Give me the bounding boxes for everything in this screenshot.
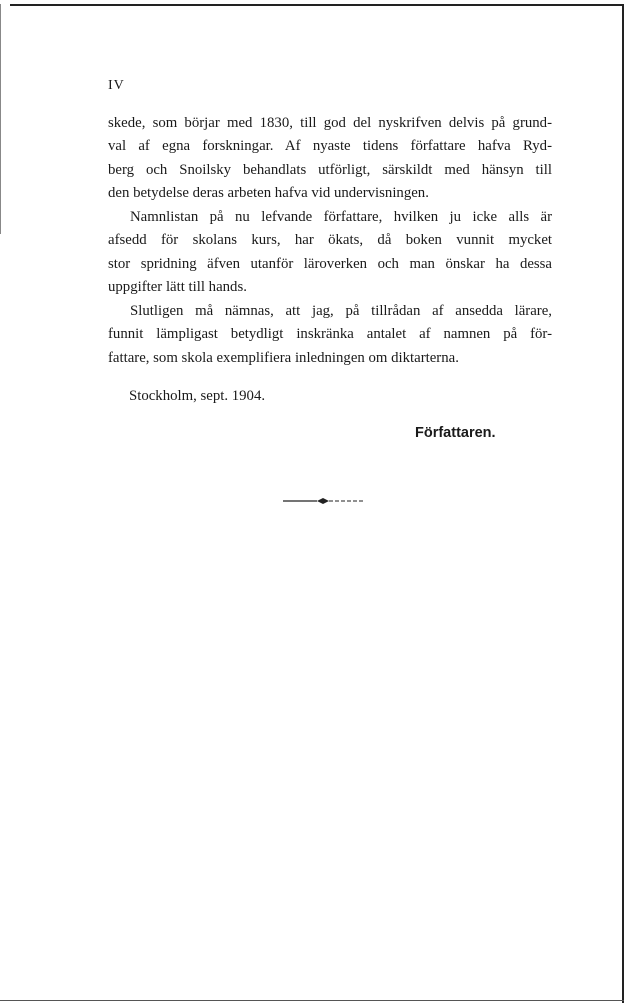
text-line: stor spridning äfven utanför läroverken och man önskar ha dessa [108,255,552,272]
text-line: skede, som börjar med 1830, till god del nyskrifven delvis på grund- [108,115,552,131]
text-line: val af egna forskningar. Af nyaste tidens författare hafva Ryd- [108,138,552,155]
text-line: Slutligen må nämnas, att jag, på tillrådan af ansedda lärare, [130,303,552,319]
page-border-left [0,4,1,234]
page-border-top [10,4,624,6]
text-line: funnit lämpligast betydligt inskränka antalet af namnen på för- [108,326,552,343]
text-line: fattare, som skola exemplifiera inledningen om diktarterna. [108,349,459,366]
paragraph-3 [108,300,552,370]
ornament-divider [283,494,365,508]
text-line: afsedd för skolans kurs, har ökats, då boken vunnit mycket [108,232,552,249]
paragraph-1 [108,112,552,206]
page-border-bottom [0,1000,624,1001]
page-number: IV [108,78,125,93]
date-line: Stockholm, sept. 1904. [129,388,266,404]
author-signature: Författaren. [415,425,496,441]
text-line: uppgifter lätt till hands. [108,279,247,296]
text-line: berg och Snoilsky behandlats utförligt, särskildt med hänsyn till [108,161,552,178]
paragraph-2 [108,206,552,300]
text-line: Namnlistan på nu lefvande författare, hvilken ju icke alls är [130,209,552,225]
text-line: den betydelse deras arbeten hafva vid undervisningen. [108,185,429,202]
